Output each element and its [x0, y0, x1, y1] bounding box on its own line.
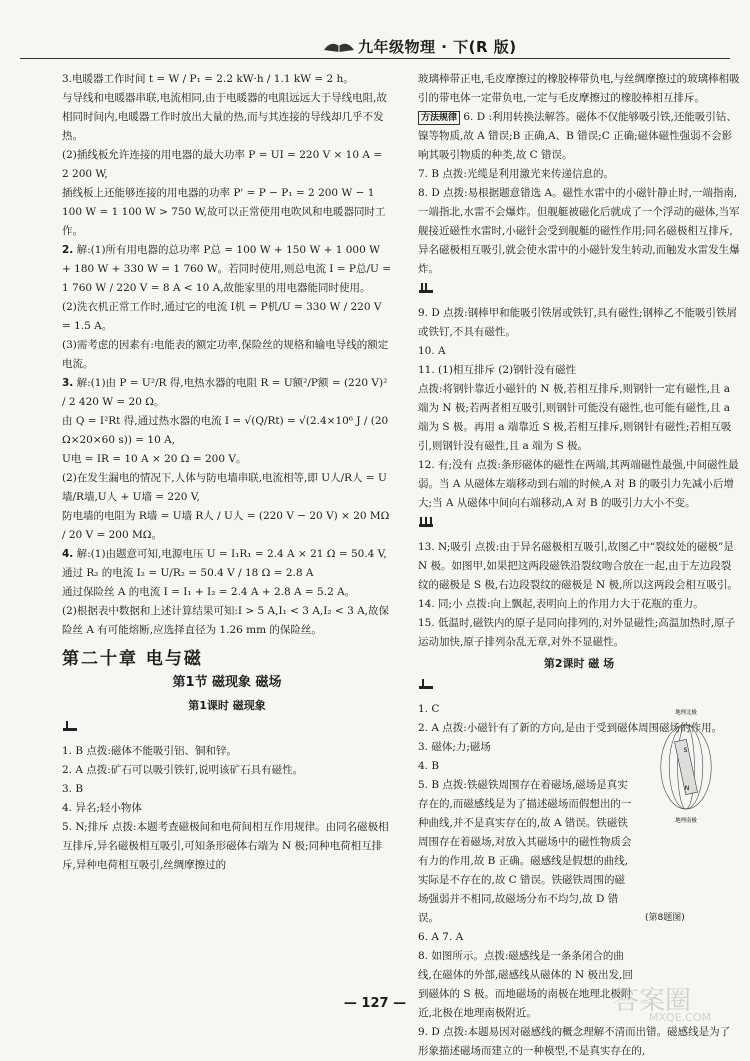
question-number: 2.: [62, 244, 74, 256]
answer-line: 5. B 点拨:铁磁铁周围存在着磁场,磁场是真实存在的,而磁感线是为了描述磁场而假想出的一种曲线,并不是真实存在的,故 A 错误。铁磁铁周围存在着磁场,对放入其磁场中的磁性物质会有力的作用,故 B 正确。磁感线是假想的曲线,实际是不存在的,故 C 错误。铁磁铁周围的磁场强弱并不相同,故磁场分布不均匀,故 D 错误。: [418, 779, 632, 924]
answer-line: [62, 545, 392, 564]
answer-line: 2. A 点拨:小磁针有了新的方向,是由于受到磁体周围磁场的作用。: [418, 722, 723, 734]
answer-line: (2)洗衣机正常工作时,通过它的电流 I机 = P机/U = 330 W / 220 V = 1.5 A。: [62, 301, 382, 332]
answer-line: 7. B 点拨:光缆是利用激光来传递信息的。: [418, 168, 614, 180]
answer-line: 由 Q = I²Rt 得,通过热水器的电流 I = √(Q/Rt) = √(2.4×10⁶ J / (20 Ω×20×60 s)) = 10 A,: [62, 415, 389, 446]
answer-line: 通过 R₂ 的电流 I₂ = U/R₂ = 50.4 V / 18 Ω = 2.8 A: [62, 567, 314, 579]
answer-line: 8. D 点拨:易根据题意错选 A。磁性水雷中的小磁针静止时,一端指南,一端指北,水雷不会爆炸。但舰艇被磁化后就成了一个浮动的磁体,当军舰接近磁性水雷时,小磁针会受到舰艇的磁性作用;同名磁极相互排斥,异名磁极相互吸引,就会使水雷中的小磁针发生转动,而触发水雷发生爆炸。: [418, 187, 740, 275]
answer-line: 1. B 点拨:磁体不能吸引铝、铜和锌。: [62, 745, 237, 757]
lesson-title: 第2课时 磁 场: [543, 657, 615, 670]
question-number: 4.: [62, 548, 74, 560]
answer-text: 解:(1)由 P = U²/R 得,电热水器的电阻 R = U额²/P额 = (220 V)² / 2 420 W = 20 Ω。: [62, 377, 388, 408]
method-badge: 方法规律: [418, 111, 460, 125]
chapter-title: 第二十章 电与磁: [62, 649, 203, 669]
answer-line: 6. A 7. A: [418, 931, 464, 943]
svg-text:MXQE.COM: MXQE.COM: [649, 1011, 711, 1023]
page-header: [0, 0, 750, 62]
answer-text: 6. D :利用转换法解答。磁体不仅能够吸引铁,还能吸引钴、镍等物质,故 A 错误;B 正确,A、B 错误;C 正确;磁体磁性强弱不会影响其吸引物质的种类,故 C 错误。: [418, 111, 737, 161]
answer-line: (2)在发生漏电的情况下,人体与防电墙串联,电流相等,即 U人/R人 = U墙/R墙,U人 + U墙 = 220 V,: [62, 472, 387, 503]
figure-n-label: N: [684, 784, 690, 792]
answer-line: 10. A: [418, 345, 446, 357]
answer-line: 9. D 点拨:本题易因对磁感线的概念理解不清而出错。磁感线是为了形象描述磁场而建立的一种模型,不是真实存在的,: [418, 1026, 731, 1057]
answer-line: 9. D 点拨:钢棒甲和能吸引铁屑或铁钉,具有磁性;钢棒乙不能吸引铁屑或铁钉,不具有磁性。: [418, 307, 738, 338]
answer-line: 3. B: [62, 783, 84, 795]
header-rule: [20, 58, 730, 59]
page-number: — 127 —: [343, 996, 407, 1011]
book-logo-icon: [322, 38, 356, 54]
answer-line: 4. B: [418, 760, 440, 772]
answer-line: 12. 有;没有 点拨:条形磁体的磁性在两端,其两端磁性最强,中间磁性最弱。当 A 从磁体左端移动到右端的时候,A 对 B 的吸引力先减小后增大;当 A 从磁体中间向右端移动,A 对 B 的吸引力大小不变。: [418, 459, 739, 509]
exercise-mark-icon: [418, 516, 434, 528]
answer-line: (2)插线板允许连接的用电器的最大功率 P = UI = 220 V × 10 A = 2 200 W,: [62, 149, 383, 180]
answer-line: (2)根据表中数据和上述计算结果可知:I > 5 A,I₁ < 3 A,I₂ < 3 A,故保险丝 A 有可能熔断,应选择直径为 1.26 mm 的保险丝。: [62, 605, 390, 636]
lesson-title: 第1课时 磁现象: [188, 699, 266, 712]
answer-line: U电 = IR = 10 A × 20 Ω = 200 V。: [62, 453, 247, 465]
answer-line: 2. A 点拨:矿石可以吸引铁钉,说明该矿石具有磁性。: [62, 764, 304, 776]
answer-line: 通过保险丝 A 的电流 I = I₁ + I₂ = 2.4 A + 2.8 A = 5.2 A。: [62, 586, 356, 598]
answer-line: 15. 低温时,磁铁内的原子是同向排列的,对外显磁性;高温加热时,原子运动加快,原子排列杂乱无章,对外不显磁性。: [418, 617, 736, 648]
right-column: [418, 70, 740, 1061]
answer-line: 与导线和电暖器串联,电流相同,由于电暖器的电阻远远大于导线电阻,故相同时间内,电暖器工作时放出大量的热,而与其连接的导线却几乎不发热。: [62, 92, 388, 142]
question-number: 3.: [62, 377, 74, 389]
answer-line: 3. 磁体;力;磁场: [418, 741, 491, 753]
header-title: 九年级物理 · 下(R 版): [358, 38, 517, 56]
answer-line: 4. 异名;轻小物体: [62, 802, 142, 814]
answer-line: [418, 108, 740, 165]
answer-line: 插线板上还能够连接的用电器的功率 P' = P − P₁ = 2 200 W − 1 100 W = 1 100 W > 750 W,故可以正常使用电吹风和电暖器同时工作。: [62, 187, 386, 237]
exercise-mark-icon: [62, 720, 78, 732]
answer-line: 8. 如图所示。点拨:磁感线是一条条闭合的曲线,在磁体的外部,磁感线从磁体的 N 极出发,回到磁体的 S 极。而地磁场的南极在地理北极附近,北极在地理南极附近。: [418, 950, 633, 1019]
figure-caption: (第8题图): [645, 913, 685, 923]
exercise-mark-icon: [418, 282, 434, 294]
answer-line: 点拨:将钢针靠近小磁针的 N 极,若相互排斥,则钢针一定有磁性,且 a 端为 N 极;若两者相互吸引,则钢针可能没有磁性,也可能有磁性,且 a 端为 S 极。再用 a 端靠近 S 极,若相互排斥,则钢针有磁性;若相互吸引,则钢针没有磁性,且 a 端为 S 极。: [418, 383, 732, 452]
answer-line: 13. N;吸引 点拨:由于异名磁极相互吸引,故图乙中“裂纹处的磁极”是 N 极。如图甲,如果把这两段磁铁沿裂纹吻合放在一起,由于左边段裂纹的磁极是 S 极,右边段裂纹的磁极是 N 极,所以这两段会相互吸引。: [418, 541, 738, 591]
figure-s-label: S: [683, 747, 688, 754]
left-column: [62, 70, 392, 875]
answer-line: 玻璃棒带正电,毛皮摩擦过的橡胶棒带负电,与丝绸摩擦过的玻璃棒相吸引的带电体一定带负电,一定与毛皮摩擦过的橡胶棒相互排斥。: [418, 73, 740, 104]
exercise-mark-icon: [418, 678, 434, 690]
answer-line: [62, 374, 392, 412]
section-title: 第1节 磁现象 磁场: [172, 675, 282, 690]
answer-line: 防电墙的电阻为 R墙 = U墙 R人 / U人 = (220 V − 20 V) × 20 MΩ / 20 V = 200 MΩ。: [62, 510, 390, 541]
answer-line: 3.电暖器工作时间 t = W / P₁ = 2.2 kW·h / 1.1 kW = 2 h。: [62, 73, 354, 85]
answer-line: 1. C: [418, 703, 440, 715]
answer-text: 解:(1)所有用电器的总功率 P总 = 100 W + 150 W + 1 000 W + 180 W + 330 W = 1 760 W。若同时使用,则总电流 I = P总/U = 1 760 W / 220 V = 8 A < 10 A,故能家里的用电器能同时使用。: [62, 244, 391, 294]
answer-line: (3)需考虑的因素有:电能表的额定功率,保险丝的规格和输电导线的额定电流。: [62, 339, 389, 370]
answer-line: 14. 同;小 点拨:向上飘起,表明向上的作用力大于花瓶的重力。: [418, 598, 704, 610]
svg-text:答案圈: 答案圈: [612, 986, 692, 1016]
answer-text: 解:(1)由题意可知,电源电压 U = I₁R₁ = 2.4 A × 21 Ω = 50.4 V,: [76, 548, 387, 560]
figure-label-bottom: 地理南极: [675, 818, 697, 825]
figure-label-top: 地理北极: [675, 710, 697, 717]
geomagnetic-field-figure: [636, 707, 736, 827]
watermark-logo: [560, 975, 745, 1023]
answer-line: 11. (1)相互排斥 (2)钢针没有磁性: [418, 364, 577, 376]
answer-line: 5. N;排斥 点拨:本题考查磁极间和电荷间相互作用规律。由同名磁极相互排斥,异名磁极相互吸引,可知条形磁体右端为 N 极;同种电荷相互排斥,异种电荷相互吸引,丝绸摩擦过的: [62, 821, 389, 871]
answer-line: [62, 241, 392, 298]
